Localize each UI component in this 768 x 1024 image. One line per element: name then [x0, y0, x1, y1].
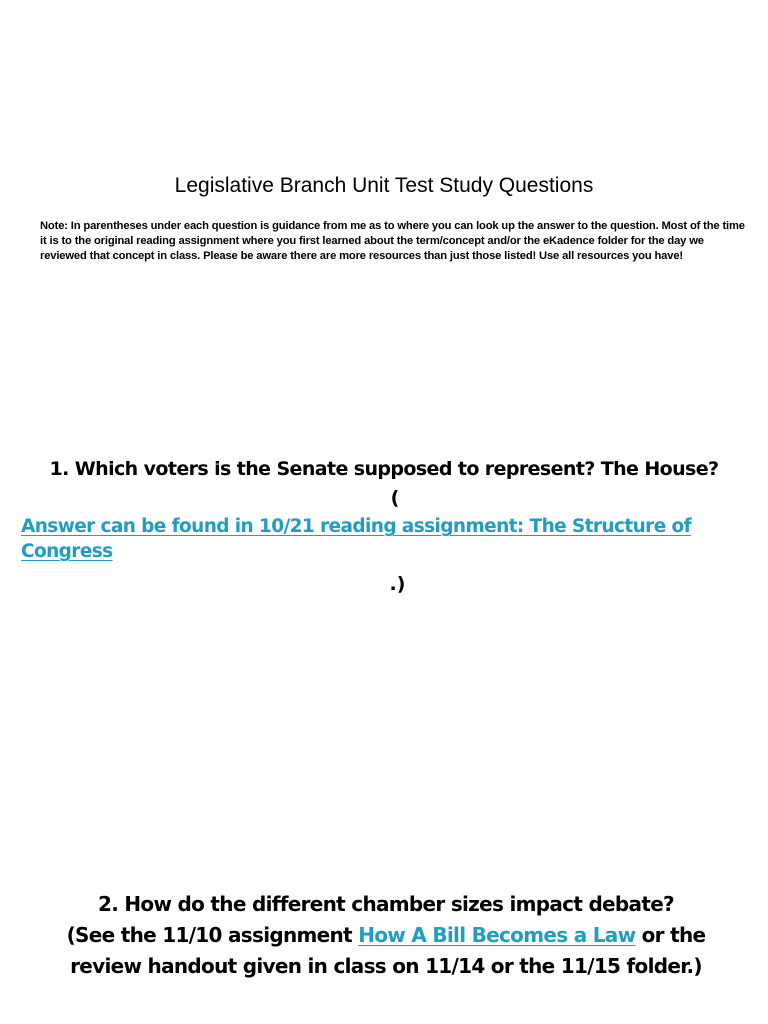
question-2-guidance-suffix: or the: [635, 923, 706, 947]
question-2-text: 2. How do the different chamber sizes impact debate?: [98, 892, 674, 916]
question-1-paren-open: (: [390, 487, 400, 509]
question-2-guidance: [0, 920, 768, 951]
question-2-guidance-continued: review handout given in class on 11/14 or the 11/15 folder.): [70, 954, 702, 978]
question-2-guidance-prefix: (See the 11/10 assignment: [66, 923, 359, 947]
question-1-text: 1. Which voters is the Senate supposed to represent? The House?: [49, 458, 719, 480]
question-1-resource-link[interactable]: Answer can be found in 10/21 reading assignment: The Structure of Congress: [21, 516, 692, 562]
question-2-resource-link[interactable]: How A Bill Becomes a Law: [358, 923, 636, 947]
instructions-note: Note: In parentheses under each question is guidance from me as to where you can look up the answer to the question. Most of the time it is to the original reading assignment where you first learned about the term/concept and/or the eKadence folder for the day we reviewed that concept in class. Please be aware there are more resources than just those listed! Use all resources you have!: [40, 220, 745, 262]
question-2: [0, 889, 768, 982]
question-1-paren-close: .): [389, 573, 406, 595]
page-title: Legislative Branch Unit Test Study Questions: [174, 174, 594, 197]
